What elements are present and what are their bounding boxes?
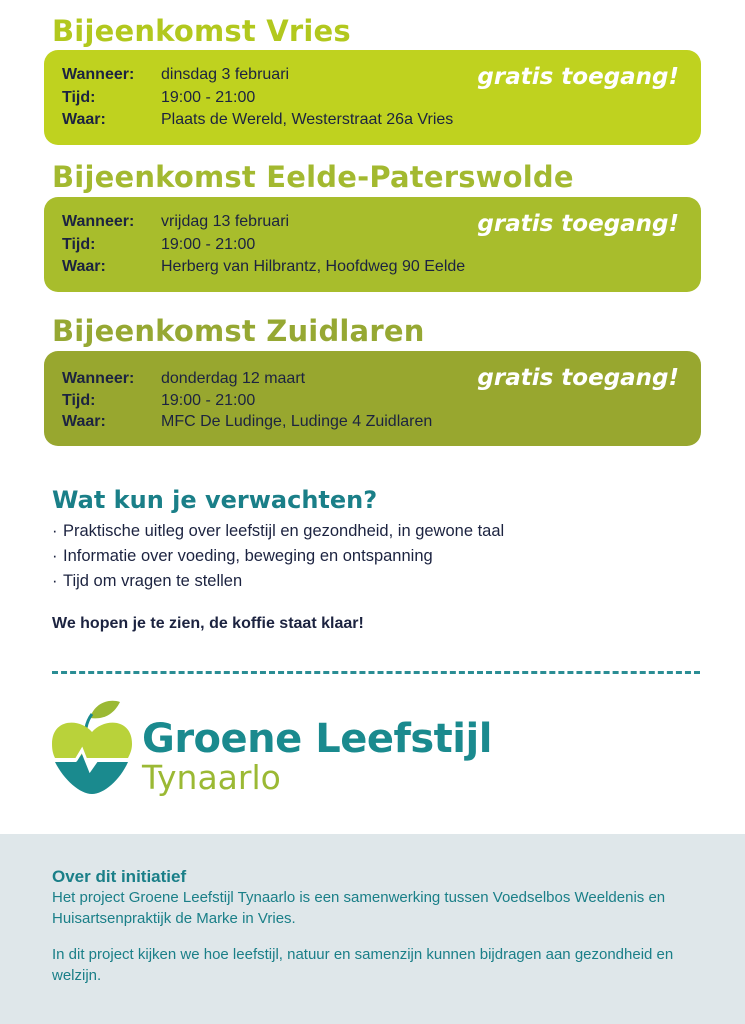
bullet-icon: · [52, 522, 58, 540]
apple-heartbeat-icon [50, 698, 134, 801]
event-title: Bijeenkomst Eelde-Paterswolde [52, 160, 574, 194]
time-value: 19:00 - 21:00 [161, 236, 256, 253]
when-label: Wanneer: [62, 213, 135, 230]
time-label: Tijd: [62, 392, 96, 409]
when-label: Wanneer: [62, 66, 135, 83]
free-entry-badge: gratis toegang! [477, 64, 679, 90]
about-paragraph: Het project Groene Leefstijl Tynaarlo is een samenwerking tussen Voedselbos Weeldenis en Huisartsenpraktijk de Marke in Vries. [52, 889, 666, 927]
expectations-list [52, 519, 504, 594]
event-title: Bijeenkomst Vries [52, 14, 351, 48]
bullet-icon: · [52, 572, 58, 590]
event-card [44, 351, 701, 446]
logo-wordmark-secondary: Tynaarlo [142, 758, 281, 797]
free-entry-badge: gratis toegang! [477, 365, 679, 391]
when-value: vrijdag 13 februari [161, 213, 290, 230]
about-section [0, 834, 745, 1024]
event-card [44, 197, 701, 292]
event-title: Bijeenkomst Zuidlaren [52, 314, 425, 348]
when-value: dinsdag 3 februari [161, 66, 290, 83]
about-paragraph: In dit project kijken we hoe leefstijl, natuur en samenzijn kunnen bijdragen aan gezondheid en welzijn. [52, 946, 674, 984]
when-label: Wanneer: [62, 370, 135, 387]
closing-message: We hopen je te zien, de koffie staat klaar! [52, 615, 364, 632]
free-entry-badge: gratis toegang! [477, 211, 679, 237]
where-label: Waar: [62, 258, 106, 275]
where-value: MFC De Ludinge, Ludinge 4 Zuidlaren [161, 413, 433, 430]
time-value: 19:00 - 21:00 [161, 392, 256, 409]
where-label: Waar: [62, 413, 106, 430]
where-value: Herberg van Hilbrantz, Hoofdweg 90 Eelde [161, 258, 466, 275]
list-item: · Tijd om vragen te stellen [52, 569, 504, 594]
where-value: Plaats de Wereld, Westerstraat 26a Vries [161, 111, 454, 128]
dashed-divider [52, 671, 700, 674]
about-heading: Over dit initiatief [52, 867, 187, 886]
logo-wordmark-primary: Groene Leefstijl [142, 716, 492, 762]
expectations-heading: Wat kun je verwachten? [52, 486, 378, 514]
time-label: Tijd: [62, 236, 96, 253]
event-card [44, 50, 701, 145]
bullet-icon: · [52, 547, 58, 565]
list-item: · Praktische uitleg over leefstijl en gezondheid, in gewone taal [52, 519, 504, 544]
time-label: Tijd: [62, 89, 96, 106]
where-label: Waar: [62, 111, 106, 128]
when-value: donderdag 12 maart [161, 370, 306, 387]
list-item: · Informatie over voeding, beweging en ontspanning [52, 544, 504, 569]
time-value: 19:00 - 21:00 [161, 89, 256, 106]
